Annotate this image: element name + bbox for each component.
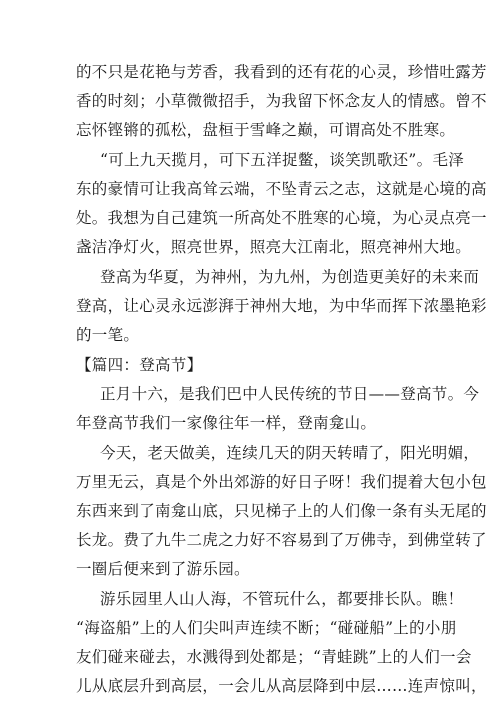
section-heading: 【篇四：登高节】 (76, 356, 203, 374)
text-line: 今天，老天做美，连续几天的阴天转晴了，阳光明媚， (100, 444, 480, 462)
text-line: 东的豪情可让我高耸云端，不坠青云之志，这就是心境的高 (76, 180, 487, 198)
text-line: 长龙。费了九牛二虎之力好不容易到了万佛寺，到佛堂转了 (76, 531, 487, 549)
text-line: 友们碰来碰去，水溅得到处都是；“青蛙跳”上的人们一会 (76, 648, 472, 666)
text-line: 香的时刻；小草微微招手，为我留下怀念友人的情感。曾不 (76, 92, 487, 110)
text-line: 处。我想为自己建筑一所高处不胜寒的心境，为心灵点亮一 (76, 209, 487, 227)
text-line: 的不只是花艳与芳香，我看到的还有花的心灵，珍惜吐露芳 (76, 63, 487, 81)
text-line: 正月十六，是我们巴中人民传统的节日——登高节。今 (100, 385, 480, 403)
text-line: 登高，让心灵永远澎湃于神州大地，为中华而挥下浓墨艳彩 (76, 297, 487, 315)
text-line: 东西来到了南龛山底，只见梯子上的人们像一条有头无尾的 (76, 502, 487, 520)
text-line: 一圈后便来到了游乐园。 (76, 560, 250, 578)
text-line: 游乐园里人山人海，不管玩什么，都要排长队。瞧！ (100, 590, 464, 608)
text-line: “海盗船”上的人们尖叫声连续不断；“碰碰船”上的小朋 (76, 619, 457, 637)
text-line: 登高为华夏，为神州，为九州，为创造更美好的未来而 (100, 268, 480, 286)
text-line: 年登高节我们一家像往年一样，登南龛山。 (76, 414, 377, 432)
text-line: 儿从底层升到高层，一会儿从高层降到中层……连声惊叫， (76, 677, 487, 695)
text-line: 忘怀铿锵的孤松，盘桓于雪峰之巅，可谓高处不胜寒。 (76, 121, 456, 139)
text-line: 万里无云，真是个外出郊游的好日子呀！我们提着大包小包 (76, 473, 487, 491)
text-line: “可上九天揽月，可下五洋捉鳖，谈笑凯歌还”。毛泽 (100, 151, 465, 169)
text-line: 的一笔。 (76, 326, 140, 344)
text-line: 盏洁净灯火，照亮世界，照亮大江南北，照亮神州大地。 (76, 238, 472, 256)
